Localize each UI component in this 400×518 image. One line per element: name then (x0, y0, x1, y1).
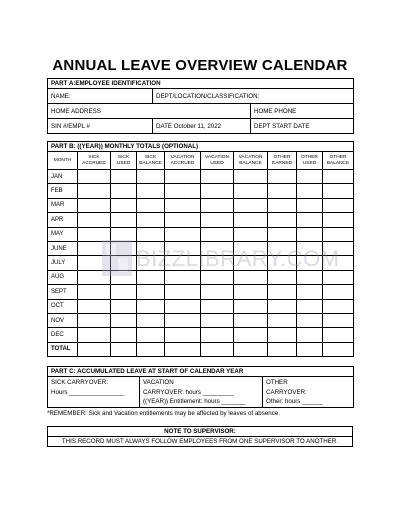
month-row (48, 342, 354, 356)
column-header: OTHER USED (297, 152, 323, 170)
entry-cell[interactable] (137, 328, 165, 342)
part-c-header: PART C: ACCUMULATED LEAVE AT START OF CALENDAR YEAR (48, 367, 354, 377)
home-address-field[interactable]: HOME ADDRESS (48, 104, 251, 119)
month-row (48, 328, 354, 342)
entry-cell[interactable] (165, 328, 201, 342)
entry-cell[interactable] (234, 170, 268, 184)
other-cell[interactable] (263, 377, 354, 408)
entry-cell[interactable] (201, 198, 234, 212)
entry-cell[interactable] (165, 170, 201, 184)
month-label: APR (48, 213, 78, 227)
vacation-cell[interactable] (140, 377, 263, 408)
entry-cell[interactable] (201, 184, 234, 198)
entry-cell[interactable] (297, 184, 323, 198)
entry-cell[interactable] (201, 328, 234, 342)
entry-cell[interactable] (268, 285, 297, 299)
part-c-table (47, 366, 354, 408)
entry-cell[interactable] (297, 198, 323, 212)
entry-cell[interactable] (234, 198, 268, 212)
sick-carryover-label: SICK CARRYOVER: (51, 379, 108, 386)
entry-cell[interactable] (297, 313, 323, 327)
column-header: VACATION ACCRUED (165, 152, 201, 170)
entry-cell[interactable] (297, 299, 323, 313)
entry-cell[interactable] (165, 198, 201, 212)
month-label: JAN (48, 170, 78, 184)
entry-cell[interactable] (111, 213, 137, 227)
entry-cell[interactable] (323, 313, 354, 327)
entry-cell[interactable] (268, 184, 297, 198)
entry-cell[interactable] (165, 184, 201, 198)
entry-cell[interactable] (268, 213, 297, 227)
note-text: THIS RECORD MUST ALWAYS FOLLOW EMPLOYEES FROM ONE SUPERVISOR TO ANOTHER. (48, 437, 353, 447)
entry-cell[interactable] (234, 213, 268, 227)
other-carryover-line: CARRYOVER: (266, 388, 307, 396)
entry-cell[interactable] (234, 328, 268, 342)
entry-cell[interactable] (78, 213, 111, 227)
entry-cell[interactable] (137, 285, 165, 299)
month-row (48, 285, 354, 299)
entry-cell[interactable] (201, 313, 234, 327)
month-label: JULY (48, 256, 78, 270)
month-label: JUNE (48, 241, 78, 255)
part-a-header: PART A:EMPLOYEE IDENTIFICATION (48, 79, 354, 89)
entry-cell[interactable] (137, 342, 165, 356)
part-a-table (47, 78, 354, 134)
vacation-label: VACATION (143, 379, 174, 386)
column-header: VACATION BALANCE (234, 152, 268, 170)
month-label: DEC (48, 328, 78, 342)
entry-cell[interactable] (323, 198, 354, 212)
column-header: OTHER BALANCE (323, 152, 354, 170)
column-header: SICK ACCRUED (78, 152, 111, 170)
month-row (48, 313, 354, 327)
month-row (48, 213, 354, 227)
entry-cell[interactable] (78, 198, 111, 212)
entry-cell[interactable] (78, 170, 111, 184)
entry-cell[interactable] (234, 184, 268, 198)
entry-cell[interactable] (201, 213, 234, 227)
entry-cell[interactable] (137, 184, 165, 198)
vacation-carryover-line: CARRYOVER: hours _________ (143, 388, 234, 396)
dept-field[interactable]: DEPT/LOCATION/CLASSIFICATION: (153, 89, 354, 104)
entry-cell[interactable] (268, 170, 297, 184)
document-title: ANNUAL LEAVE OVERVIEW CALENDAR (52, 57, 348, 74)
entry-cell[interactable] (323, 170, 354, 184)
month-label: MAR (48, 198, 78, 212)
entry-cell[interactable] (234, 299, 268, 313)
month-label: NOV (48, 313, 78, 327)
entry-cell[interactable] (111, 342, 137, 356)
column-header: VACATION USED (201, 152, 234, 170)
column-header: OTHER EARNED (268, 152, 297, 170)
entry-cell[interactable] (323, 328, 354, 342)
watermark-text: BIZZLIBRARY.COM (136, 246, 340, 271)
home-phone-field[interactable]: HOME PHONE (251, 104, 354, 119)
entry-cell[interactable] (137, 213, 165, 227)
entry-cell[interactable] (201, 342, 234, 356)
entry-cell[interactable] (297, 213, 323, 227)
month-row (48, 198, 354, 212)
entry-cell[interactable] (268, 299, 297, 313)
entry-cell[interactable] (234, 313, 268, 327)
bizzlibrary-logo-icon (102, 238, 136, 278)
entry-cell[interactable] (165, 299, 201, 313)
column-header: MONTH (48, 152, 78, 170)
month-row (48, 184, 354, 198)
month-label: SEPT (48, 285, 78, 299)
entry-cell[interactable] (78, 184, 111, 198)
entry-cell[interactable] (268, 198, 297, 212)
note-title: NOTE TO SUPERVISOR: (48, 427, 353, 437)
entry-cell[interactable] (111, 170, 137, 184)
part-b-header: PART B: ((YEAR)) MONTHLY TOTALS (OPTIONAL) (48, 142, 354, 152)
entry-cell[interactable] (78, 313, 111, 327)
entry-cell[interactable] (111, 299, 137, 313)
entry-cell[interactable] (78, 285, 111, 299)
entry-cell[interactable] (111, 313, 137, 327)
date-field[interactable]: DATE October 11, 2022 (153, 119, 251, 134)
dept-start-field[interactable]: DEPT START DATE (251, 119, 354, 134)
entry-cell[interactable] (268, 328, 297, 342)
month-row (48, 299, 354, 313)
sin-field[interactable]: SIN #/EMPL # (48, 119, 153, 134)
month-row (48, 170, 354, 184)
sick-carryover-cell[interactable] (48, 377, 140, 408)
column-header: SICK BALANCE (137, 152, 165, 170)
other-label: OTHER (266, 379, 288, 386)
entry-cell[interactable] (268, 313, 297, 327)
entry-cell[interactable] (111, 328, 137, 342)
entry-cell[interactable] (137, 198, 165, 212)
name-field[interactable]: NAME: (48, 89, 153, 104)
entry-cell[interactable] (297, 328, 323, 342)
entry-cell[interactable] (234, 342, 268, 356)
entry-cell[interactable] (165, 285, 201, 299)
remember-note: *REMEMBER: Sick and Vacation entitlements may be affected by leaves of absence. (47, 410, 280, 417)
entry-cell[interactable] (165, 213, 201, 227)
entry-cell[interactable] (111, 198, 137, 212)
entry-cell[interactable] (111, 285, 137, 299)
entry-cell[interactable] (323, 270, 354, 284)
watermark (102, 238, 340, 278)
entry-cell[interactable] (165, 313, 201, 327)
month-label: AUG (48, 270, 78, 284)
entry-cell[interactable] (78, 328, 111, 342)
entry-cell[interactable] (234, 285, 268, 299)
entry-cell[interactable] (297, 170, 323, 184)
sick-hours-line: Hours ________________ (51, 388, 125, 396)
entry-cell[interactable] (137, 170, 165, 184)
month-label: TOTAL (48, 342, 78, 356)
month-label: MAY (48, 227, 78, 241)
entry-cell[interactable] (268, 342, 297, 356)
month-label: FEB (48, 184, 78, 198)
month-label: OCT (48, 299, 78, 313)
entry-cell[interactable] (201, 170, 234, 184)
supervisor-note-table (47, 426, 353, 447)
column-header: SICK USED (111, 152, 137, 170)
column-header-row (48, 152, 354, 170)
entry-cell[interactable] (323, 342, 354, 356)
entry-cell[interactable] (165, 342, 201, 356)
other-hours-line: Other: hours ______ (266, 398, 323, 405)
entry-cell[interactable] (323, 213, 354, 227)
entry-cell[interactable] (323, 227, 354, 241)
entry-cell[interactable] (137, 313, 165, 327)
entry-cell[interactable] (323, 184, 354, 198)
entry-cell[interactable] (323, 299, 354, 313)
entry-cell[interactable] (201, 285, 234, 299)
entry-cell[interactable] (297, 285, 323, 299)
vacation-entitlement-line: ((YEAR)) Entitlement: hours _______ (143, 398, 246, 405)
entry-cell[interactable] (78, 342, 111, 356)
entry-cell[interactable] (201, 299, 234, 313)
entry-cell[interactable] (137, 299, 165, 313)
entry-cell[interactable] (297, 342, 323, 356)
entry-cell[interactable] (323, 285, 354, 299)
entry-cell[interactable] (78, 299, 111, 313)
entry-cell[interactable] (111, 184, 137, 198)
